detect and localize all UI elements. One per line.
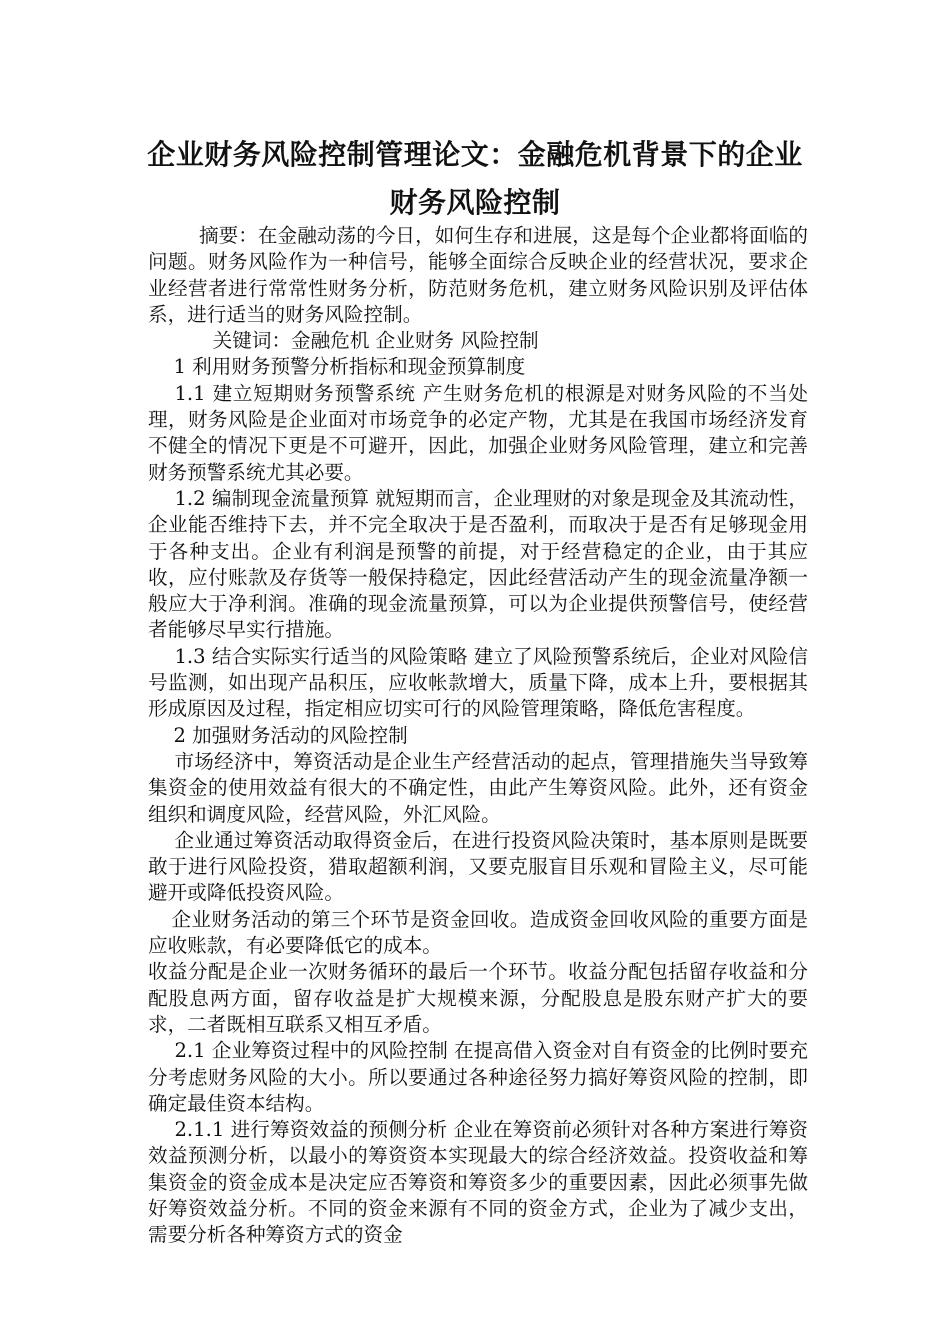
paragraph-distribution: 收益分配是企业一次财务循环的最后一个环节。收益分配包括留存收益和分配股息两方面，留存收益是扩大规模来源，分配股息是股东财产扩大的要求，二者既相互联系又相互矛盾。 [148,960,808,1036]
keywords: 关键词：金融危机 企业财务 风险控制 [212,329,539,353]
abstract: 摘要：在金融动荡的今日，如何生存和进展，这是每个企业都将面临的问题。财务风险作为一种信号，能够全面综合反映企业的经营状况，要求企业经营者进行常常性财务分析，防范财务危机，建立财务风险识别及评估体系，进行适当的财务风险控制。 [148,224,808,326]
paragraph-1-2: 1.2 编制现金流量预算 就短期而言，企业理财的对象是现金及其流动性，企业能否维持下去，并不完全取决于是否盈利，而取决于是否有足够现金用于各种支出。企业有利润是预警的前提，对于经营稳定的企业，由于其应收，应付账款及存货等一般保持稳定，因此经营活动产生的现金流量净额一般应大于净利润。准确的现金流量预算，可以为企业提供预警信号，使经营者能够尽早实行措施。 [148,486,808,642]
paragraph-1-1: 1.1 建立短期财务预警系统 产生财务危机的根源是对财务风险的不当处理，财务风险是企业面对市场竞争的必定产物，尤其是在我国市场经济发育不健全的情况下更是不可避开，因此，加强企业财务风险管理，建立和完善财务预警系统尤其必要。 [148,381,808,484]
paragraph-2-1-1: 2.1.1 进行筹资效益的预侧分析 企业在筹资前必须针对各种方案进行筹资效益预测分析，以最小的筹资资本实现最大的综合经济效益。投资收益和筹集资金的资金成本是决定应否筹资和筹资多少的重要因素，因此必须事先做好筹资效益分析。不同的资金来源有不同的资金方式，企业为了减少支出，需要分析各种筹资方式的资金 [148,1118,808,1247]
paragraph-recovery: 企业财务活动的第三个环节是资金回收。造成资金回收风险的重要方面是应收账款，有必要降低它的成本。 [148,907,808,958]
document-title-line-1: 企业财务风险控制管理论文：金融危机背景下的企业 [147,138,803,171]
section-heading-1: 1 利用财务预警分析指标和现金预算制度 [173,355,526,379]
paragraph-investment: 企业通过筹资活动取得资金后，在进行投资风险决策时，基本原则是既要敢于进行风险投资，猎取超额利润，又要克服盲目乐观和冒险主义，尽可能避开或降低投资风险。 [148,828,808,905]
document-title-line-2: 财务风险控制 [389,186,561,219]
section-heading-2: 2 加强财务活动的风险控制 [173,723,408,747]
paragraph-1-3: 1.3 结合实际实行适当的风险策略 建立了风险预警系统后，企业对风险信号监测，如出现产品积压，应收帐款增大，质量下降，成本上升，要根据其形成原因及过程，指定相应切实可行的风险管理策略，降低危害程度。 [148,644,808,721]
document-body [148,223,808,1249]
paragraph-2-1: 2.1 企业筹资过程中的风险控制 在提高借入资金对自有资金的比例时要充分考虑财务风险的大小。所以要通过各种途径努力搞好筹资风险的控制，即确定最佳资本结构。 [148,1039,808,1115]
paragraph-financing: 市场经济中，筹资活动是企业生产经营活动的起点，管理措施失当导致筹集资金的使用效益有很大的不确定性，由此产生筹资风险。此外，还有资金组织和调度风险，经营风险，外汇风险。 [148,749,808,826]
